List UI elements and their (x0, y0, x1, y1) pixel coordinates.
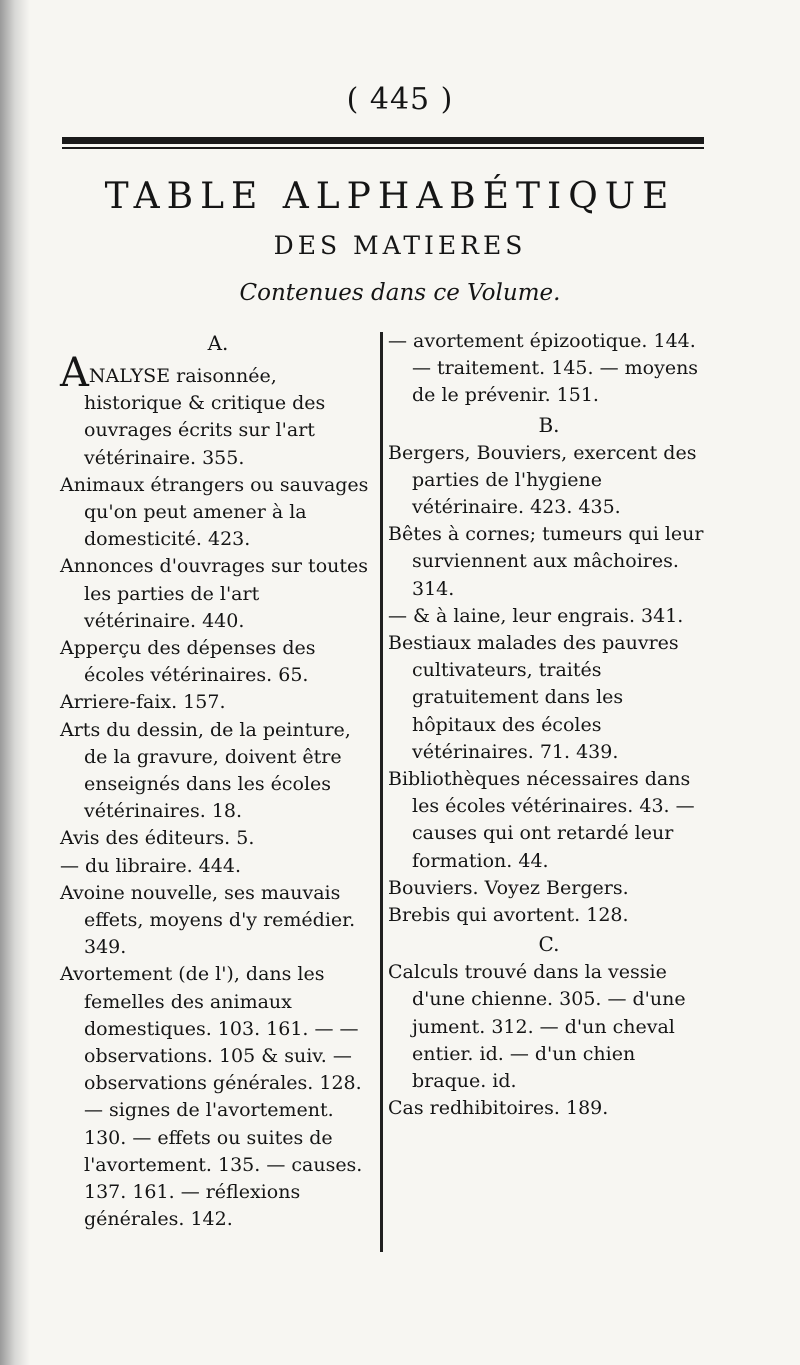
index-entry: — & à laine, leur engrais. 341. (388, 604, 684, 627)
index-entry: Bergers, Bouviers, exercent des parties de l'hygiene vétérinaire. 423. 435. (388, 441, 697, 519)
page-subtitle: DES MATIERES (273, 231, 527, 260)
section-letter-a: A. (207, 331, 229, 355)
index-entry: Bêtes à cornes; tumeurs qui leur surviennent aux mâchoires. 314. (388, 523, 704, 600)
index-entry: Bouviers. Voyez Bergers. (388, 876, 629, 899)
index-entry: — avortement épizootique. 144. — traitement. 145. — moyens de le prévenir. 151. (388, 330, 699, 407)
index-entry: Arts du dessin, de la peinture, de la gravure, doivent être enseignés dans les écoles vétérinaires. 18. (60, 718, 351, 823)
index-entry-text: NALYSE raisonnée, historique & critique des ouvrages écrits sur l'art vétérinaire. 355. (84, 365, 326, 469)
page-number: ( 445 ) (346, 82, 454, 117)
index-entry: Cas redhibitoires. 189. (388, 1097, 609, 1120)
index-entry: Avortement (de l'), dans les femelles des animaux domestiques. 103. 161. — —observations. 105 & suiv. — observations générales. 128. — signes de l'avortement. 130. — effets ou suites de l'avortement. 135. — causes. 137. 161. — réflexions générales. 142. (60, 963, 363, 1231)
right-column (388, 328, 710, 1122)
drop-cap: A (60, 350, 89, 396)
page-gutter-shadow (0, 0, 30, 1365)
index-entry: Bibliothèques nécessaires dans les écoles vétérinaires. 43. — causes qui ont retardé leur formation. 44. (388, 768, 695, 872)
heavy-rule (62, 137, 704, 144)
index-entry: Brebis qui avortent. 128. (388, 904, 629, 927)
section-letter-c: C. (538, 932, 560, 957)
index-entry: Bestiaux malades des pauvres cultivateurs, traités gratuitement dans les hôpitaux des écoles vétérinaires. 71. 439. (388, 632, 679, 763)
index-entry: — du libraire. 444. (60, 854, 241, 877)
thin-rule (62, 147, 704, 149)
index-entry: Avis des éditeurs. 5. (60, 827, 255, 850)
index-entry: Apperçu des dépenses des écoles vétérinaires. 65. (60, 637, 316, 687)
page-title: TABLE ALPHABÉTIQUE (104, 176, 676, 217)
index-entry: Animaux étrangers ou sauvages qu'on peut amener à la domesticité. 423. (60, 473, 369, 551)
index-entry: Annonces d'ouvrages sur toutes les parties de l'art vétérinaire. 440. (60, 555, 368, 632)
index-entry: Arriere-faix. 157. (60, 691, 226, 714)
index-entry: Calculs trouvé dans la vessie d'une chienne. 305. — d'une jument. 312. — d'un cheval entier. id. — d'un chien braque. id. (388, 961, 686, 1093)
section-letter-b: B. (538, 412, 560, 437)
page-tagline: Contenues dans ce Volume. (239, 280, 561, 306)
index-entry (60, 350, 376, 472)
column-divider (380, 332, 383, 1252)
left-column (60, 328, 376, 1234)
index-entry: Avoine nouvelle, ses mauvais effets, moyens d'y remédier. 349. (60, 881, 356, 959)
